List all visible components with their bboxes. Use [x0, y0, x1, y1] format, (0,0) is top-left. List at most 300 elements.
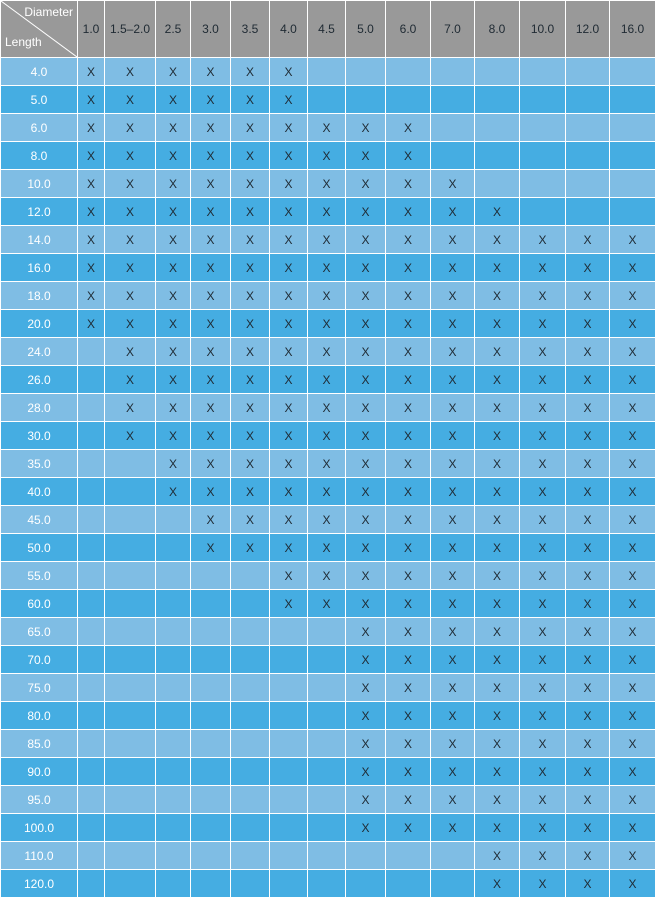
- diameter-header: 1.0: [78, 1, 105, 58]
- availability-mark: X: [610, 254, 655, 282]
- availability-mark: X: [431, 506, 475, 534]
- empty-cell: [105, 618, 156, 646]
- availability-mark: X: [386, 282, 431, 310]
- availability-mark: X: [566, 310, 610, 338]
- availability-mark: X: [475, 674, 520, 702]
- availability-mark: X: [270, 114, 308, 142]
- empty-cell: [610, 198, 655, 226]
- empty-cell: [308, 870, 346, 898]
- availability-mark: X: [475, 282, 520, 310]
- availability-mark: X: [231, 86, 270, 114]
- empty-cell: [105, 534, 156, 562]
- empty-cell: [105, 562, 156, 590]
- availability-mark: X: [610, 618, 655, 646]
- availability-mark: X: [610, 870, 655, 898]
- length-label: 30.0: [1, 422, 78, 450]
- availability-mark: X: [566, 590, 610, 618]
- availability-mark: X: [566, 450, 610, 478]
- empty-cell: [431, 870, 475, 898]
- availability-mark: X: [520, 814, 566, 842]
- availability-mark: X: [231, 534, 270, 562]
- availability-mark: X: [346, 702, 386, 730]
- empty-cell: [270, 730, 308, 758]
- empty-cell: [78, 590, 105, 618]
- availability-mark: X: [346, 282, 386, 310]
- empty-cell: [191, 618, 231, 646]
- availability-mark: X: [475, 478, 520, 506]
- availability-mark: X: [386, 198, 431, 226]
- availability-mark: X: [475, 758, 520, 786]
- empty-cell: [231, 730, 270, 758]
- length-label: 12.0: [1, 198, 78, 226]
- empty-cell: [520, 198, 566, 226]
- empty-cell: [386, 870, 431, 898]
- length-label: 65.0: [1, 618, 78, 646]
- availability-mark: X: [308, 310, 346, 338]
- diameter-header: 7.0: [431, 1, 475, 58]
- table-row: [1, 198, 655, 226]
- length-axis-label: Length: [5, 35, 42, 49]
- availability-mark: X: [191, 450, 231, 478]
- availability-mark: X: [346, 618, 386, 646]
- table-row: [1, 338, 655, 366]
- availability-mark: X: [231, 254, 270, 282]
- availability-mark: X: [386, 478, 431, 506]
- availability-mark: X: [270, 338, 308, 366]
- empty-cell: [386, 86, 431, 114]
- availability-mark: X: [191, 366, 231, 394]
- availability-mark: X: [520, 394, 566, 422]
- availability-mark: X: [475, 562, 520, 590]
- empty-cell: [78, 730, 105, 758]
- empty-cell: [270, 870, 308, 898]
- length-label: 80.0: [1, 702, 78, 730]
- empty-cell: [156, 842, 191, 870]
- empty-cell: [191, 870, 231, 898]
- availability-mark: X: [78, 114, 105, 142]
- availability-mark: X: [386, 422, 431, 450]
- availability-mark: X: [566, 786, 610, 814]
- availability-mark: X: [346, 506, 386, 534]
- availability-mark: X: [475, 394, 520, 422]
- availability-mark: X: [346, 450, 386, 478]
- empty-cell: [386, 842, 431, 870]
- empty-cell: [105, 786, 156, 814]
- availability-mark: X: [431, 478, 475, 506]
- availability-mark: X: [566, 758, 610, 786]
- availability-mark: X: [520, 254, 566, 282]
- availability-mark: X: [346, 730, 386, 758]
- availability-mark: X: [308, 394, 346, 422]
- availability-mark: X: [346, 198, 386, 226]
- availability-mark: X: [231, 506, 270, 534]
- empty-cell: [191, 702, 231, 730]
- empty-cell: [431, 58, 475, 86]
- empty-cell: [231, 786, 270, 814]
- availability-mark: X: [191, 534, 231, 562]
- availability-mark: X: [191, 478, 231, 506]
- availability-mark: X: [386, 338, 431, 366]
- table-row: [1, 842, 655, 870]
- table-row: [1, 562, 655, 590]
- availability-mark: X: [105, 310, 156, 338]
- availability-mark: X: [610, 842, 655, 870]
- empty-cell: [610, 58, 655, 86]
- availability-mark: X: [610, 786, 655, 814]
- empty-cell: [156, 702, 191, 730]
- availability-mark: X: [520, 786, 566, 814]
- availability-mark: X: [105, 422, 156, 450]
- empty-cell: [78, 562, 105, 590]
- availability-mark: X: [346, 674, 386, 702]
- length-label: 35.0: [1, 450, 78, 478]
- availability-mark: X: [431, 786, 475, 814]
- availability-mark: X: [156, 282, 191, 310]
- length-label: 18.0: [1, 282, 78, 310]
- length-label: 16.0: [1, 254, 78, 282]
- empty-cell: [105, 842, 156, 870]
- availability-mark: X: [520, 338, 566, 366]
- empty-cell: [156, 618, 191, 646]
- availability-mark: X: [308, 282, 346, 310]
- table-row: [1, 58, 655, 86]
- availability-mark: X: [308, 142, 346, 170]
- availability-mark: X: [156, 478, 191, 506]
- corner-header-cell: [1, 1, 78, 58]
- availability-mark: X: [105, 198, 156, 226]
- availability-mark: X: [566, 702, 610, 730]
- empty-cell: [191, 646, 231, 674]
- availability-mark: X: [431, 366, 475, 394]
- availability-mark: X: [78, 310, 105, 338]
- empty-cell: [78, 506, 105, 534]
- availability-mark: X: [386, 226, 431, 254]
- availability-mark: X: [610, 282, 655, 310]
- empty-cell: [308, 730, 346, 758]
- availability-mark: X: [156, 450, 191, 478]
- availability-mark: X: [231, 198, 270, 226]
- length-label: 110.0: [1, 842, 78, 870]
- empty-cell: [520, 114, 566, 142]
- table-row: [1, 758, 655, 786]
- availability-mark: X: [156, 114, 191, 142]
- availability-mark: X: [520, 282, 566, 310]
- length-label: 40.0: [1, 478, 78, 506]
- empty-cell: [191, 674, 231, 702]
- availability-mark: X: [191, 282, 231, 310]
- availability-mark: X: [520, 534, 566, 562]
- empty-cell: [231, 590, 270, 618]
- availability-mark: X: [566, 394, 610, 422]
- length-label: 75.0: [1, 674, 78, 702]
- length-label: 55.0: [1, 562, 78, 590]
- availability-mark: X: [191, 142, 231, 170]
- diameter-header: 3.0: [191, 1, 231, 58]
- availability-mark: X: [566, 226, 610, 254]
- availability-mark: X: [520, 450, 566, 478]
- table-row: [1, 450, 655, 478]
- availability-mark: X: [105, 170, 156, 198]
- availability-mark: X: [566, 646, 610, 674]
- availability-mark: X: [156, 198, 191, 226]
- availability-mark: X: [431, 534, 475, 562]
- availability-mark: X: [346, 338, 386, 366]
- availability-mark: X: [520, 702, 566, 730]
- empty-cell: [191, 590, 231, 618]
- availability-mark: X: [231, 114, 270, 142]
- availability-mark: X: [270, 590, 308, 618]
- empty-cell: [566, 114, 610, 142]
- empty-cell: [270, 618, 308, 646]
- empty-cell: [308, 842, 346, 870]
- table-row: [1, 142, 655, 170]
- length-label: 45.0: [1, 506, 78, 534]
- availability-mark: X: [346, 394, 386, 422]
- empty-cell: [78, 450, 105, 478]
- availability-mark: X: [431, 338, 475, 366]
- availability-mark: X: [156, 422, 191, 450]
- availability-mark: X: [431, 394, 475, 422]
- empty-cell: [308, 786, 346, 814]
- availability-mark: X: [308, 170, 346, 198]
- availability-mark: X: [520, 590, 566, 618]
- availability-mark: X: [566, 674, 610, 702]
- empty-cell: [105, 814, 156, 842]
- length-label: 120.0: [1, 870, 78, 898]
- availability-mark: X: [105, 366, 156, 394]
- availability-mark: X: [566, 506, 610, 534]
- availability-mark: X: [520, 310, 566, 338]
- availability-mark: X: [475, 730, 520, 758]
- availability-mark: X: [520, 478, 566, 506]
- availability-mark: X: [346, 366, 386, 394]
- empty-cell: [610, 142, 655, 170]
- availability-mark: X: [270, 142, 308, 170]
- availability-mark: X: [386, 562, 431, 590]
- diameter-header: 4.0: [270, 1, 308, 58]
- availability-mark: X: [520, 674, 566, 702]
- length-label: 26.0: [1, 366, 78, 394]
- table-row: [1, 590, 655, 618]
- availability-mark: X: [566, 478, 610, 506]
- availability-mark: X: [105, 226, 156, 254]
- length-label: 60.0: [1, 590, 78, 618]
- availability-mark: X: [231, 450, 270, 478]
- availability-mark: X: [475, 814, 520, 842]
- availability-mark: X: [270, 282, 308, 310]
- availability-mark: X: [431, 422, 475, 450]
- availability-mark: X: [270, 86, 308, 114]
- availability-mark: X: [566, 814, 610, 842]
- availability-mark: X: [105, 254, 156, 282]
- empty-cell: [308, 674, 346, 702]
- empty-cell: [156, 814, 191, 842]
- empty-cell: [156, 646, 191, 674]
- empty-cell: [78, 842, 105, 870]
- availability-mark: X: [191, 198, 231, 226]
- empty-cell: [346, 842, 386, 870]
- empty-cell: [156, 534, 191, 562]
- availability-mark: X: [520, 422, 566, 450]
- availability-mark: X: [520, 226, 566, 254]
- empty-cell: [431, 114, 475, 142]
- availability-mark: X: [156, 58, 191, 86]
- availability-mark: X: [191, 506, 231, 534]
- availability-mark: X: [386, 730, 431, 758]
- empty-cell: [270, 646, 308, 674]
- availability-mark: X: [610, 758, 655, 786]
- empty-cell: [156, 730, 191, 758]
- empty-cell: [105, 674, 156, 702]
- availability-mark: X: [431, 450, 475, 478]
- availability-mark: X: [386, 786, 431, 814]
- availability-mark: X: [610, 506, 655, 534]
- availability-mark: X: [475, 870, 520, 898]
- availability-mark: X: [231, 394, 270, 422]
- availability-mark: X: [78, 226, 105, 254]
- diameter-header: 2.5: [156, 1, 191, 58]
- availability-mark: X: [520, 842, 566, 870]
- availability-mark: X: [520, 870, 566, 898]
- availability-mark: X: [231, 282, 270, 310]
- empty-cell: [156, 590, 191, 618]
- empty-cell: [346, 86, 386, 114]
- availability-mark: X: [78, 86, 105, 114]
- availability-mark: X: [156, 86, 191, 114]
- availability-mark: X: [346, 114, 386, 142]
- availability-mark: X: [475, 338, 520, 366]
- empty-cell: [520, 58, 566, 86]
- availability-mark: X: [78, 254, 105, 282]
- table-row: [1, 478, 655, 506]
- availability-mark: X: [346, 590, 386, 618]
- availability-mark: X: [431, 730, 475, 758]
- availability-mark: X: [270, 366, 308, 394]
- availability-mark: X: [386, 618, 431, 646]
- table-row: [1, 730, 655, 758]
- empty-cell: [105, 702, 156, 730]
- empty-cell: [156, 506, 191, 534]
- availability-mark: X: [78, 58, 105, 86]
- empty-cell: [475, 142, 520, 170]
- availability-mark: X: [610, 338, 655, 366]
- availability-mark: X: [308, 450, 346, 478]
- table-row: [1, 394, 655, 422]
- availability-mark: X: [520, 618, 566, 646]
- availability-mark: X: [270, 198, 308, 226]
- availability-mark: X: [270, 506, 308, 534]
- empty-cell: [566, 142, 610, 170]
- empty-cell: [431, 842, 475, 870]
- table-row: [1, 86, 655, 114]
- availability-mark: X: [270, 478, 308, 506]
- availability-mark: X: [431, 590, 475, 618]
- availability-mark: X: [105, 394, 156, 422]
- table-row: [1, 702, 655, 730]
- empty-cell: [520, 170, 566, 198]
- empty-cell: [270, 842, 308, 870]
- availability-mark: X: [566, 842, 610, 870]
- table-row: [1, 506, 655, 534]
- availability-mark: X: [431, 170, 475, 198]
- empty-cell: [566, 198, 610, 226]
- availability-mark: X: [475, 310, 520, 338]
- availability-mark: X: [191, 170, 231, 198]
- empty-cell: [270, 702, 308, 730]
- empty-cell: [78, 786, 105, 814]
- availability-mark: X: [231, 422, 270, 450]
- empty-cell: [105, 478, 156, 506]
- empty-cell: [105, 870, 156, 898]
- availability-mark: X: [431, 646, 475, 674]
- availability-mark: X: [156, 338, 191, 366]
- availability-mark: X: [475, 366, 520, 394]
- empty-cell: [105, 646, 156, 674]
- empty-cell: [78, 478, 105, 506]
- availability-mark: X: [566, 338, 610, 366]
- empty-cell: [191, 562, 231, 590]
- empty-cell: [78, 758, 105, 786]
- table-row: [1, 786, 655, 814]
- availability-mark: X: [346, 786, 386, 814]
- availability-mark: X: [386, 310, 431, 338]
- availability-mark: X: [191, 86, 231, 114]
- length-label: 6.0: [1, 114, 78, 142]
- availability-mark: X: [566, 618, 610, 646]
- empty-cell: [308, 618, 346, 646]
- empty-cell: [156, 562, 191, 590]
- table-row: [1, 618, 655, 646]
- empty-cell: [231, 758, 270, 786]
- availability-mark: X: [566, 562, 610, 590]
- availability-mark: X: [431, 198, 475, 226]
- length-label: 70.0: [1, 646, 78, 674]
- availability-mark: X: [520, 758, 566, 786]
- availability-mark: X: [270, 310, 308, 338]
- empty-cell: [270, 786, 308, 814]
- empty-cell: [475, 170, 520, 198]
- diameter-header: 16.0: [610, 1, 655, 58]
- availability-mark: X: [610, 226, 655, 254]
- empty-cell: [308, 86, 346, 114]
- length-label: 5.0: [1, 86, 78, 114]
- availability-mark: X: [520, 366, 566, 394]
- length-label: 85.0: [1, 730, 78, 758]
- availability-mark: X: [431, 702, 475, 730]
- availability-mark: X: [191, 114, 231, 142]
- availability-mark: X: [475, 618, 520, 646]
- availability-mark: X: [520, 646, 566, 674]
- availability-mark: X: [156, 142, 191, 170]
- empty-cell: [78, 422, 105, 450]
- empty-cell: [386, 58, 431, 86]
- availability-mark: X: [346, 254, 386, 282]
- empty-cell: [231, 870, 270, 898]
- availability-mark: X: [386, 534, 431, 562]
- availability-mark: X: [308, 198, 346, 226]
- table-row: [1, 282, 655, 310]
- empty-cell: [78, 870, 105, 898]
- availability-mark: X: [475, 646, 520, 674]
- empty-cell: [191, 730, 231, 758]
- table-row: [1, 870, 655, 898]
- availability-mark: X: [566, 366, 610, 394]
- availability-mark: X: [156, 394, 191, 422]
- empty-cell: [566, 58, 610, 86]
- empty-cell: [191, 786, 231, 814]
- availability-mark: X: [610, 394, 655, 422]
- availability-mark: X: [610, 478, 655, 506]
